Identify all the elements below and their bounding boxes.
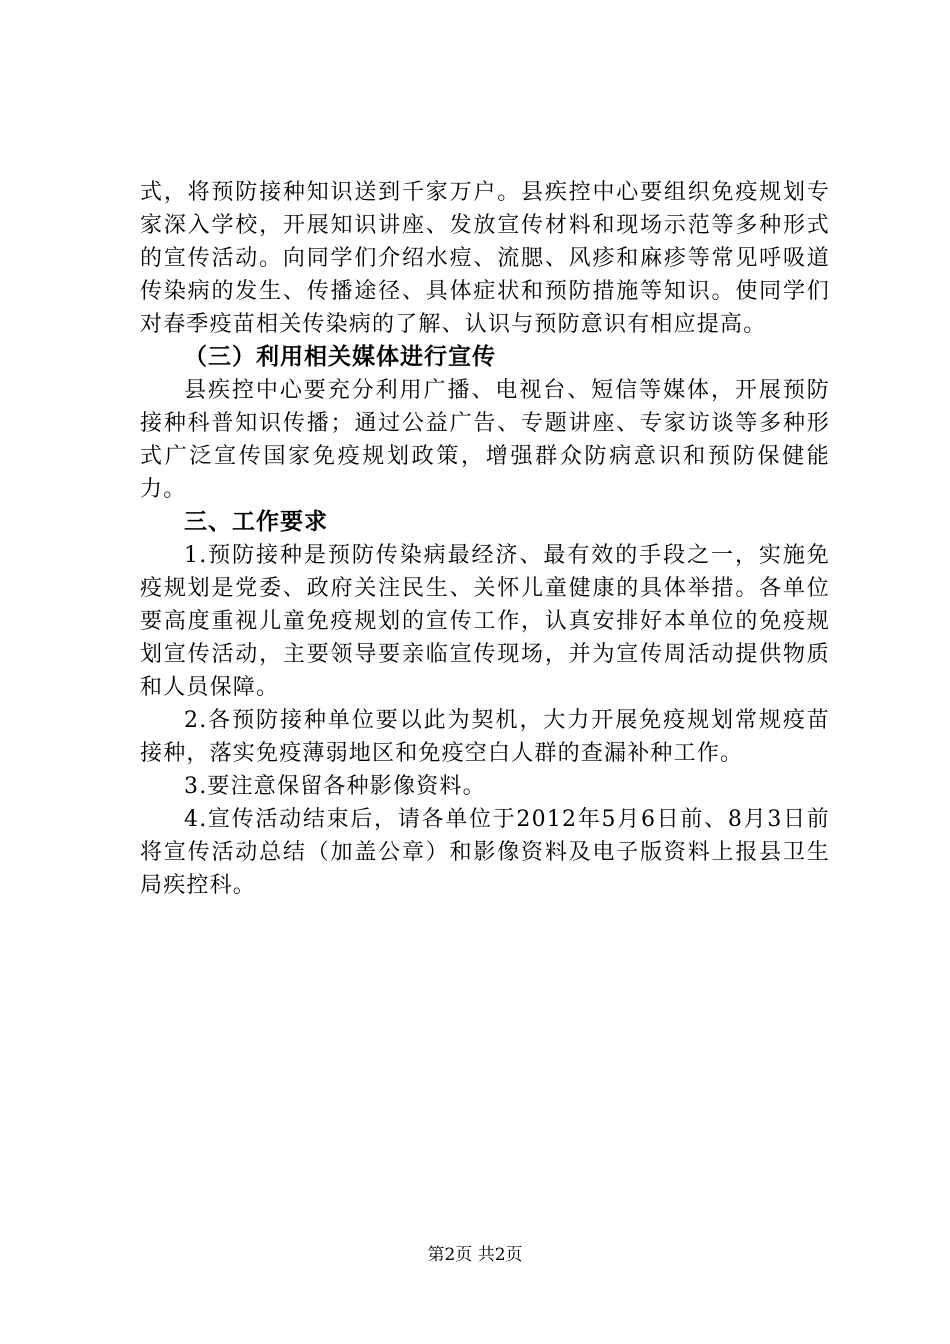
requirement-item-4: 4.宣传活动结束后，请各单位于2012年5月6日前、8月3日前将宣传活动总结（加盖公章）和影像资料及电子版资料上报县卫生局疾控科。 (140, 807, 830, 898)
requirement-item-3: 3.要注意保留各种影像资料。 (184, 774, 486, 799)
requirement-item-2: 2.各预防接种单位要以此为契机，大力开展免疫规划常规疫苗接种，落实免疫薄弱地区和免疫空白人群的查漏补种工作。 (140, 708, 830, 766)
paragraph-media-publicity: 县疾控中心要充分利用广播、电视台、短信等媒体，开展预防接种科普知识传播；通过公益广告、专题讲座、专家访谈等多种形式广泛宣传国家免疫规划政策，增强群众防病意识和预防保健能力。 (140, 378, 830, 502)
requirement-item-1: 1.预防接种是预防传染病最经济、最有效的手段之一，实施免疫规划是党委、政府关注民生、关怀儿童健康的具体举措。各单位要高度重视儿童免疫规划的宣传工作，认真安排好本单位的免疫规划宣传活动，主要领导要亲临宣传现场，并为宣传周活动提供物质和人员保障。 (140, 543, 830, 700)
page-number-footer: 第2页 共2页 (427, 1245, 523, 1265)
section-heading-requirements: 三、工作要求 (184, 509, 328, 535)
paragraph-body-continuation: 式，将预防接种知识送到千家万户。县疾控中心要组织免疫规划专家深入学校，开展知识讲座、发放宣传材料和现场示范等多种形式的宣传活动。向同学们介绍水痘、流腮、风疹和麻疹等常见呼吸道传染病的发生、传播途径、具体症状和预防措施等知识。使同学们对春季疫苗相关传染病的了解、认识与预防意识有相应提高。 (140, 180, 830, 337)
section-heading-media: （三）利用相关媒体进行宣传 (184, 344, 496, 370)
document-body (140, 176, 830, 902)
